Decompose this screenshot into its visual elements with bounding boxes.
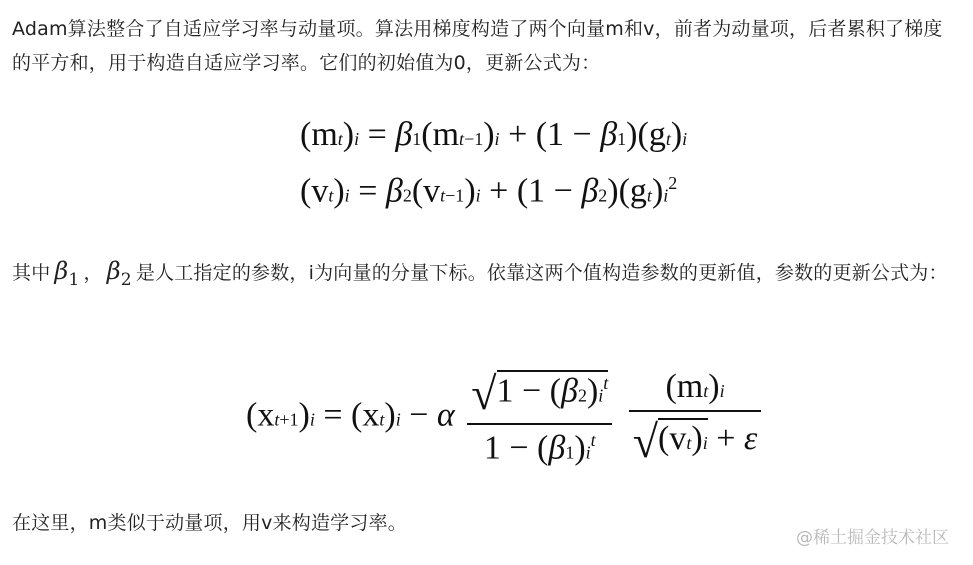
squared-gradient-update-equation: $(vt)i = \beta 2(vt-1)i + (1 - \beta 2)(gt)i^2$ xyxy=(300,172,678,210)
conclusion-paragraph: 在这里，m类似于动量项，用v来构造学习率。 xyxy=(12,512,407,534)
beta1-symbol: $\beta_1$ xyxy=(54,257,80,290)
p2-suffix: 是人工指定的参数，i为向量的分量下标。依靠这两个值构造参数的更新值，参数的更新公式为： xyxy=(135,262,948,284)
p2-prefix: 其中 xyxy=(12,262,51,284)
parameter-update-equation: (xt+1)i = (xt)i − α $\frac{√1 - (\beta 2)i^t}{1 - (\beta 1)i^t}$ $\frac{(mt)i}{√(vt)i + \varepsilon}$ xyxy=(246,370,765,466)
p2-separator: ， xyxy=(83,262,103,284)
adaptive-step-fraction: $\frac{(mt)i}{√(vt)i + \varepsilon}$ xyxy=(629,370,762,465)
watermark-text: @稀土掘金技术社区 xyxy=(796,528,949,548)
parameters-paragraph xyxy=(12,254,957,297)
intro-paragraph: Adam算法整合了自适应学习率与动量项。算法用梯度构造了两个向量m和v，前者为动量项，后者累积了梯度的平方和，用于构造自适应学习率。它们的初始值为0，更新公式为： xyxy=(12,18,943,74)
beta2-symbol: $\beta_2$ xyxy=(106,257,132,290)
momentum-update-equation: (mt)i = β1(mt−1)i + (1 − β1)(gt)i xyxy=(300,116,688,153)
bias-correction-fraction: $\frac{√1 - (\beta 2)i^t}{1 - (\beta 1)i^t}$ xyxy=(467,370,612,466)
